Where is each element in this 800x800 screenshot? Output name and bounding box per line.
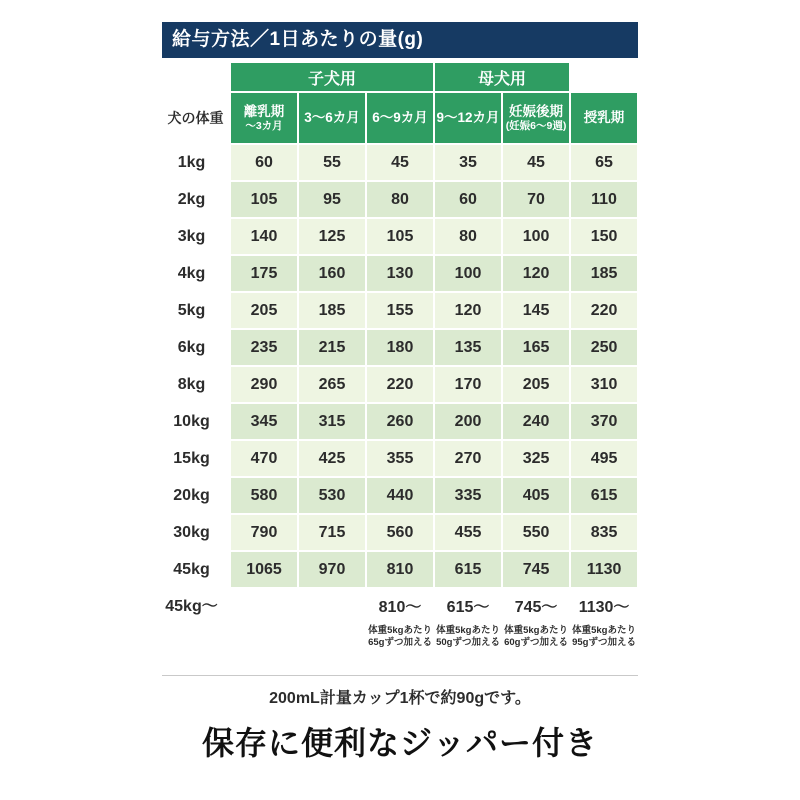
cell-value: 105 — [366, 218, 434, 255]
cell-value: 810 — [366, 551, 434, 588]
cell-value: 120 — [434, 292, 502, 329]
column-header-3 — [434, 92, 502, 144]
row-weight-label: 5kg — [162, 292, 230, 329]
group-header-mother: 母犬用 — [434, 62, 570, 92]
column-header-1 — [298, 92, 366, 144]
cell-value: 715 — [298, 514, 366, 551]
group-header-puppy: 子犬用 — [230, 62, 434, 92]
cell-value: 165 — [502, 329, 570, 366]
cell-value: 270 — [434, 440, 502, 477]
cell-value: 55 — [298, 144, 366, 181]
row-weight-label: 2kg — [162, 181, 230, 218]
table-row — [162, 181, 638, 218]
cell-value: 550 — [502, 514, 570, 551]
cell-value: 175 — [230, 255, 298, 292]
column-header-0 — [230, 92, 298, 144]
table-row — [162, 329, 638, 366]
cell-value: 495 — [570, 440, 638, 477]
column-header-1-main: 3～6カ月 — [304, 110, 360, 125]
group-header-spacer — [162, 62, 230, 92]
cell-value: 790 — [230, 514, 298, 551]
table-row — [162, 144, 638, 181]
cell-value: 220 — [366, 366, 434, 403]
cell-value — [570, 588, 638, 670]
cell-value: 105 — [230, 181, 298, 218]
cell-value: 110 — [570, 181, 638, 218]
cell-value: 155 — [366, 292, 434, 329]
table-row — [162, 255, 638, 292]
cell-value: 95 — [298, 181, 366, 218]
cell-main-value: 615～ — [446, 599, 490, 616]
measuring-cup-note: 200mL計量カップ1杯で約90gです。 — [162, 675, 638, 708]
row-weight-label: 15kg — [162, 440, 230, 477]
table-row — [162, 551, 638, 588]
cell-value: 205 — [502, 366, 570, 403]
cell-value: 560 — [366, 514, 434, 551]
cell-value: 65 — [570, 144, 638, 181]
cell-main-value: 745～ — [514, 599, 558, 616]
table-row — [162, 440, 638, 477]
cell-value: 355 — [366, 440, 434, 477]
row-weight-label: 10kg — [162, 403, 230, 440]
cell-value: 240 — [502, 403, 570, 440]
column-header-2 — [366, 92, 434, 144]
cell-value — [366, 588, 434, 670]
row-weight-label: 4kg — [162, 255, 230, 292]
cell-value: 405 — [502, 477, 570, 514]
cell-value: 325 — [502, 440, 570, 477]
cell-value: 170 — [434, 366, 502, 403]
cell-main-value: 810～ — [378, 599, 422, 616]
column-header-3-main: 9～12カ月 — [436, 110, 500, 125]
cell-value: 215 — [298, 329, 366, 366]
cell-value: 45 — [502, 144, 570, 181]
column-header-4-sub: (妊娠6～9週) — [505, 119, 567, 132]
row-weight-label: 30kg — [162, 514, 230, 551]
cell-value — [230, 588, 298, 670]
table-row — [162, 366, 638, 403]
cell-value: 250 — [570, 329, 638, 366]
cell-note: 体重5kgあたり 60gずつ加える — [504, 625, 568, 648]
cell-value: 265 — [298, 366, 366, 403]
row-weight-label: 1kg — [162, 144, 230, 181]
cell-value: 145 — [502, 292, 570, 329]
feeding-table-container — [162, 22, 638, 708]
column-header-4 — [502, 92, 570, 144]
cell-value: 335 — [434, 477, 502, 514]
feeding-table — [162, 61, 639, 671]
corner-header-weight: 犬の体重 — [162, 92, 230, 144]
cell-value: 70 — [502, 181, 570, 218]
cell-value: 970 — [298, 551, 366, 588]
cell-value: 60 — [230, 144, 298, 181]
table-row — [162, 514, 638, 551]
cell-value: 1065 — [230, 551, 298, 588]
zipper-caption: 保存に便利なジッパー付き — [201, 725, 598, 761]
table-row-overflow — [162, 588, 638, 670]
column-header-5 — [570, 92, 638, 144]
cell-value: 180 — [366, 329, 434, 366]
cell-value: 45 — [366, 144, 434, 181]
cell-value: 580 — [230, 477, 298, 514]
cell-value: 185 — [570, 255, 638, 292]
cell-value: 135 — [434, 329, 502, 366]
panel-title: 給与方法／1日あたりの量(g) — [162, 22, 638, 58]
cell-value: 100 — [434, 255, 502, 292]
cell-value: 130 — [366, 255, 434, 292]
cell-value: 615 — [570, 477, 638, 514]
cell-value: 615 — [434, 551, 502, 588]
feeding-guide-panel — [133, 10, 667, 710]
row-weight-label: 20kg — [162, 477, 230, 514]
cell-value: 80 — [434, 218, 502, 255]
cell-value: 1130 — [570, 551, 638, 588]
table-row — [162, 403, 638, 440]
row-weight-label: 45kg～ — [162, 588, 230, 670]
cell-value — [434, 588, 502, 670]
cell-value: 835 — [570, 514, 638, 551]
row-weight-label: 45kg — [162, 551, 230, 588]
cell-value: 125 — [298, 218, 366, 255]
cell-value: 150 — [570, 218, 638, 255]
cell-value: 290 — [230, 366, 298, 403]
cell-note: 体重5kgあたり 95gずつ加える — [572, 625, 636, 648]
cell-value: 140 — [230, 218, 298, 255]
table-row — [162, 218, 638, 255]
group-header-row — [162, 62, 638, 92]
cell-value — [502, 588, 570, 670]
cell-value: 260 — [366, 403, 434, 440]
cell-value: 160 — [298, 255, 366, 292]
row-weight-label: 8kg — [162, 366, 230, 403]
cell-value: 745 — [502, 551, 570, 588]
row-weight-label: 6kg — [162, 329, 230, 366]
cell-value: 370 — [570, 403, 638, 440]
cell-value: 60 — [434, 181, 502, 218]
cell-value: 470 — [230, 440, 298, 477]
cell-value: 440 — [366, 477, 434, 514]
cell-value: 205 — [230, 292, 298, 329]
cell-note: 体重5kgあたり 50gずつ加える — [436, 625, 500, 648]
cell-value: 185 — [298, 292, 366, 329]
cell-value: 455 — [434, 514, 502, 551]
column-header-0-sub: ～3カ月 — [245, 119, 283, 132]
cell-value: 100 — [502, 218, 570, 255]
cell-value: 425 — [298, 440, 366, 477]
column-header-0-main: 離乳期 — [243, 103, 285, 119]
cell-value: 200 — [434, 403, 502, 440]
column-header-2-main: 6～9カ月 — [372, 110, 428, 125]
cell-value: 315 — [298, 403, 366, 440]
cell-value — [298, 588, 366, 670]
cell-value: 80 — [366, 181, 434, 218]
cell-value: 120 — [502, 255, 570, 292]
table-row — [162, 477, 638, 514]
column-header-4-main: 妊娠後期 — [509, 103, 564, 119]
cell-value: 310 — [570, 366, 638, 403]
cell-value: 35 — [434, 144, 502, 181]
row-weight-label: 3kg — [162, 218, 230, 255]
column-header-5-main: 授乳期 — [583, 110, 625, 125]
cell-value: 235 — [230, 329, 298, 366]
cell-note: 体重5kgあたり 65gずつ加える — [368, 625, 432, 648]
column-header-row — [162, 92, 638, 144]
cell-value: 345 — [230, 403, 298, 440]
table-row — [162, 292, 638, 329]
cell-value: 530 — [298, 477, 366, 514]
cell-value: 220 — [570, 292, 638, 329]
cell-main-value: 1130～ — [578, 599, 630, 616]
